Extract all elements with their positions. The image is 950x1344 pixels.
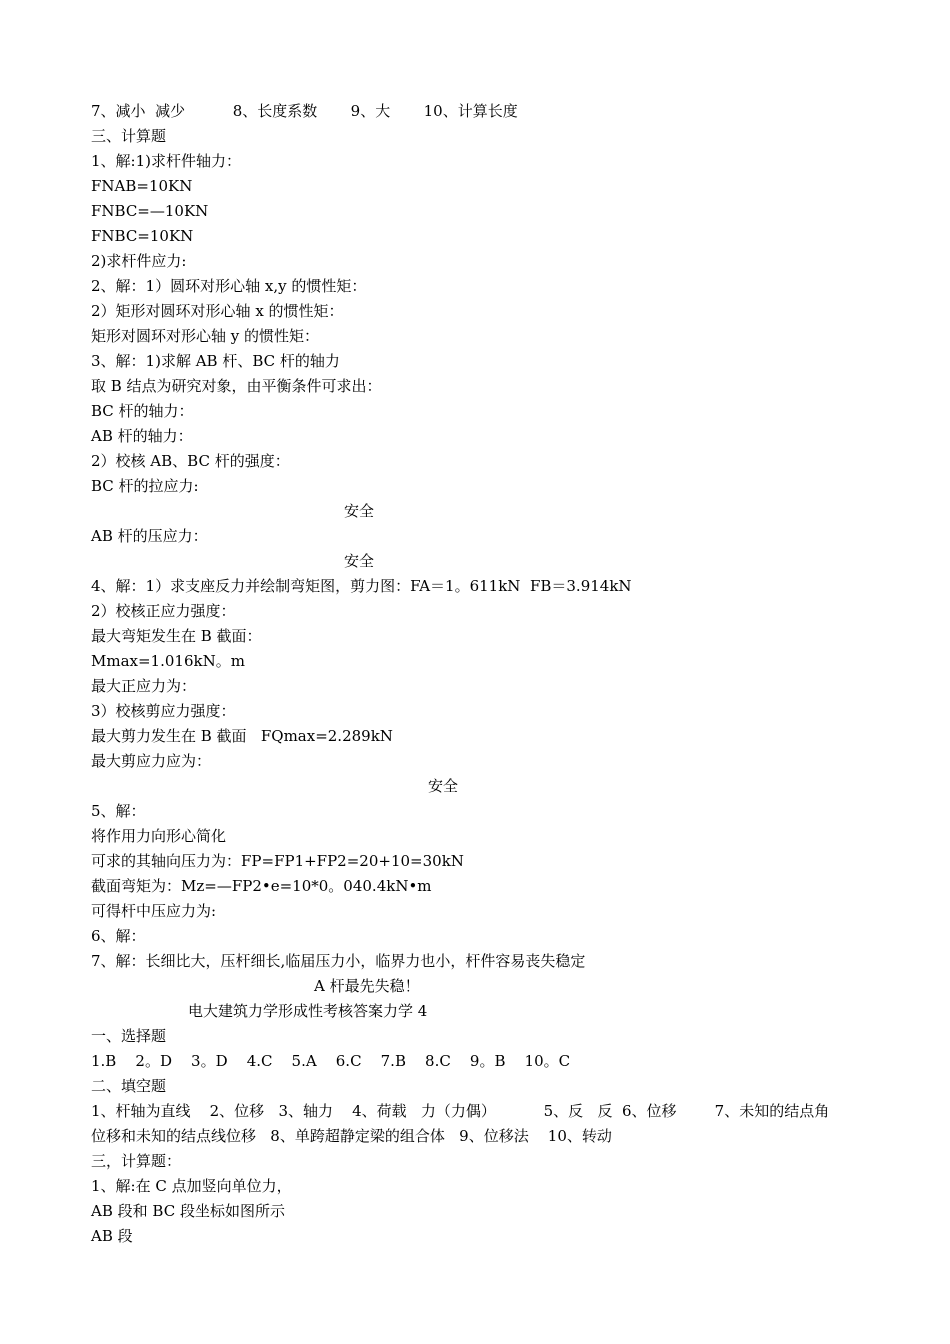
section-heading: 二、填空题 (91, 1077, 167, 1095)
text-line: 最大弯矩发生在 B 截面： (91, 627, 262, 645)
safe-label: 安全 (344, 502, 375, 520)
answer-line: 1、杆轴为直线 2、位移 3、轴力 4、荷载 力（力偶） 5、反 反 6、位移 7、未知的结点角 (91, 1102, 830, 1120)
text-line: 5、解： (91, 802, 146, 820)
text-line: AB 杆的轴力： (91, 427, 193, 445)
section-heading: 一、选择题 (91, 1027, 167, 1045)
text-line: 2）矩形对圆环对形心轴 x 的惯性矩： (91, 302, 344, 320)
text-line: 2、解：1）圆环对形心轴 x,y 的惯性矩： (91, 277, 367, 295)
text-line: AB 段和 BC 段坐标如图所示 (91, 1202, 285, 1220)
text-line: 1、解:在 C 点加竖向单位力， (91, 1177, 292, 1195)
text-line: 7、解：长细比大，压杆细长,临届压力小，临界力也小，杆件容易丧失稳定 (91, 952, 586, 970)
text-line: FNAB=10KN (91, 177, 193, 195)
safe-label: 安全 (428, 777, 459, 795)
section-heading: 三、计算题 (91, 127, 167, 145)
text-line: 3）校核剪应力强度： (91, 702, 236, 720)
text-line: AB 杆的压应力： (91, 527, 208, 545)
text-line: 3、解：1)求解 AB 杆、BC 杆的轴力 (91, 352, 340, 370)
text-line: AB 段 (91, 1227, 133, 1245)
document-title: 电大建筑力学形成性考核答案力学 4 (188, 1002, 428, 1020)
text-line: 7、减小 减少 8、长度系数 9、大 10、计算长度 (91, 102, 518, 120)
text-line: 6、解： (91, 927, 146, 945)
text-line: 2）校核 AB、BC 杆的强度： (91, 452, 290, 470)
text-line: 矩形对圆环对形心轴 y 的惯性矩： (91, 327, 320, 345)
text-line: BC 杆的拉应力: (91, 477, 199, 495)
conclusion-line: A 杆最先失稳！ (314, 977, 420, 995)
text-line: FNBC=—10KN (91, 202, 209, 220)
section-heading: 三，计算题： (91, 1152, 182, 1170)
text-line: 1、解:1)求杆件轴力： (91, 152, 241, 170)
answer-line: 位移和未知的结点线位移 8、单跨超静定梁的组合体 9、位移法 10、转动 (91, 1127, 612, 1145)
text-line: 可求的其轴向压力为：FP=FP1+FP2=20+10=30kN (91, 852, 464, 870)
answer-line: 1.B 2。D 3。D 4.C 5.A 6.C 7.B 8.C 9。B 10。C (91, 1052, 571, 1070)
text-line: 将作用力向形心简化 (91, 827, 227, 845)
text-line: 最大剪应力应为： (91, 752, 212, 770)
text-line: 可得杆中压应力为: (91, 902, 217, 920)
text-line: 最大剪力发生在 B 截面 FQmax=2.289kN (91, 727, 393, 745)
text-line: 2)求杆件应力: (91, 252, 187, 270)
text-line: 最大正应力为： (91, 677, 197, 695)
text-line: Mmax=1.016kN。m (91, 652, 245, 670)
text-line: BC 杆的轴力： (91, 402, 194, 420)
safe-label: 安全 (344, 552, 375, 570)
text-line: 截面弯矩为：Mz=—FP2•e=10*0。040.4kN•m (91, 877, 432, 895)
text-line: FNBC=10KN (91, 227, 194, 245)
text-line: 取 B 结点为研究对象，由平衡条件可求出： (91, 377, 382, 395)
text-line: 2）校核正应力强度： (91, 602, 236, 620)
text-line: 4、解：1）求支座反力并绘制弯矩图，剪力图：FA＝1。611kN FB＝3.914kN (91, 577, 632, 595)
